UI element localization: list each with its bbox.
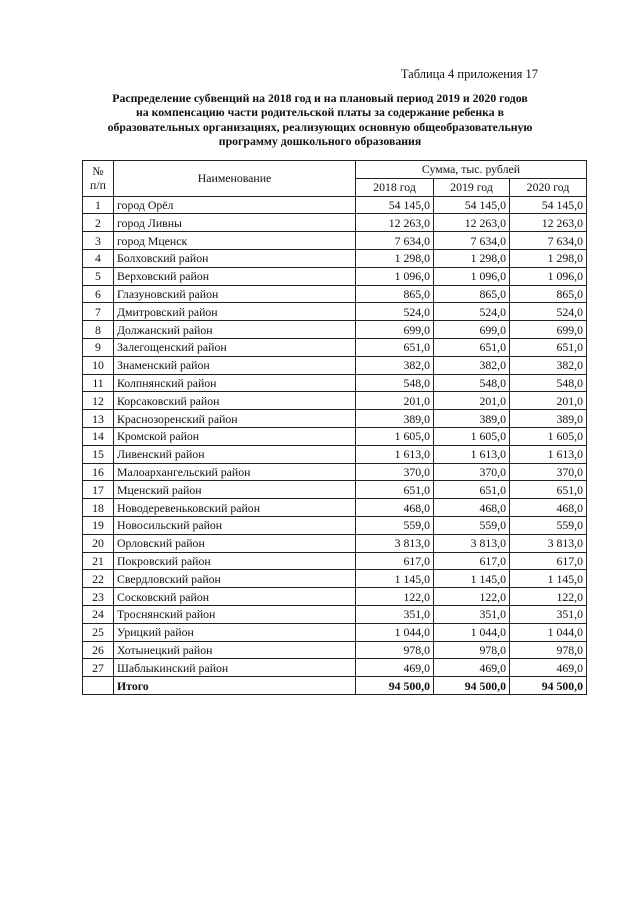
row-number: 3	[83, 232, 114, 250]
table-row	[83, 321, 587, 339]
row-value: 617,0	[510, 552, 587, 570]
row-value: 1 145,0	[356, 570, 434, 588]
table-row	[83, 249, 587, 267]
row-value: 865,0	[510, 285, 587, 303]
row-value: 699,0	[356, 321, 434, 339]
table-row	[83, 196, 587, 214]
row-number: 10	[83, 356, 114, 374]
row-value: 1 613,0	[510, 445, 587, 463]
row-value: 351,0	[510, 605, 587, 623]
row-value: 865,0	[434, 285, 510, 303]
row-value: 865,0	[356, 285, 434, 303]
row-number: 24	[83, 605, 114, 623]
row-value: 389,0	[356, 410, 434, 428]
row-name: Покровский район	[114, 552, 356, 570]
total-value: 94 500,0	[356, 677, 434, 695]
row-value: 370,0	[356, 463, 434, 481]
row-name: Сосковский район	[114, 588, 356, 606]
row-number: 12	[83, 392, 114, 410]
row-name: Шаблыкинский район	[114, 659, 356, 677]
row-number: 26	[83, 641, 114, 659]
row-number: 23	[83, 588, 114, 606]
row-value: 1 613,0	[356, 445, 434, 463]
row-value: 1 298,0	[434, 249, 510, 267]
table-row	[83, 374, 587, 392]
table-row	[83, 481, 587, 499]
table-row	[83, 659, 587, 677]
row-number: 16	[83, 463, 114, 481]
table-row	[83, 623, 587, 641]
row-value: 978,0	[356, 641, 434, 659]
row-number: 11	[83, 374, 114, 392]
row-number: 15	[83, 445, 114, 463]
subventions-table	[82, 160, 587, 695]
row-value: 54 145,0	[510, 196, 587, 214]
row-value: 559,0	[510, 516, 587, 534]
table-row	[83, 232, 587, 250]
row-value: 12 263,0	[356, 214, 434, 232]
row-value: 651,0	[434, 338, 510, 356]
row-value: 1 605,0	[356, 427, 434, 445]
row-value: 1 096,0	[510, 267, 587, 285]
row-number: 22	[83, 570, 114, 588]
row-value: 469,0	[510, 659, 587, 677]
row-value: 1 298,0	[356, 249, 434, 267]
row-value: 468,0	[434, 499, 510, 517]
table-row	[83, 534, 587, 552]
table-row	[83, 516, 587, 534]
title-line: программу дошкольного образования	[218, 133, 422, 148]
row-number: 5	[83, 267, 114, 285]
header-year-2018: 2018 год	[356, 178, 434, 196]
row-number: 18	[83, 499, 114, 517]
row-number: 13	[83, 410, 114, 428]
row-value: 468,0	[510, 499, 587, 517]
row-value: 7 634,0	[434, 232, 510, 250]
row-value: 382,0	[356, 356, 434, 374]
row-value: 1 096,0	[356, 267, 434, 285]
row-value: 370,0	[434, 463, 510, 481]
document-title	[60, 91, 580, 148]
row-value: 1 044,0	[356, 623, 434, 641]
row-value: 468,0	[356, 499, 434, 517]
row-value: 651,0	[510, 338, 587, 356]
row-value: 1 605,0	[510, 427, 587, 445]
row-value: 7 634,0	[356, 232, 434, 250]
total-value: 94 500,0	[434, 677, 510, 695]
row-number: 25	[83, 623, 114, 641]
row-value: 351,0	[356, 605, 434, 623]
row-value: 12 263,0	[434, 214, 510, 232]
table-row	[83, 356, 587, 374]
row-value: 1 044,0	[510, 623, 587, 641]
table-row	[83, 499, 587, 517]
row-value: 978,0	[510, 641, 587, 659]
row-value: 1 044,0	[434, 623, 510, 641]
total-number	[83, 677, 114, 695]
row-value: 469,0	[434, 659, 510, 677]
table-row	[83, 605, 587, 623]
row-name: Новосильский район	[114, 516, 356, 534]
row-name: Свердловский район	[114, 570, 356, 588]
row-value: 1 145,0	[434, 570, 510, 588]
table-row	[83, 641, 587, 659]
header-year-2019: 2019 год	[434, 178, 510, 196]
row-name: Ливенский район	[114, 445, 356, 463]
row-name: Залегощенский район	[114, 338, 356, 356]
title-line: Распределение субвенций на 2018 год и на плановый период 2019 и 2020 годов	[112, 91, 528, 105]
table-row	[83, 285, 587, 303]
row-value: 524,0	[356, 303, 434, 321]
table-row	[83, 570, 587, 588]
row-name: Троснянский район	[114, 605, 356, 623]
table-row	[83, 588, 587, 606]
row-name: Новодеревеньковский район	[114, 499, 356, 517]
row-name: Хотынецкий район	[114, 641, 356, 659]
row-value: 122,0	[356, 588, 434, 606]
table-row	[83, 303, 587, 321]
title-line: на компенсацию части родительской платы за содержание ребенка в	[135, 105, 505, 120]
row-name: Краснозоренский район	[114, 410, 356, 428]
row-value: 389,0	[434, 410, 510, 428]
row-number: 9	[83, 338, 114, 356]
row-name: Кромской район	[114, 427, 356, 445]
header-name: Наименование	[114, 161, 356, 197]
row-value: 3 813,0	[434, 534, 510, 552]
row-number: 2	[83, 214, 114, 232]
row-value: 351,0	[434, 605, 510, 623]
row-number: 6	[83, 285, 114, 303]
row-value: 617,0	[434, 552, 510, 570]
table-row	[83, 427, 587, 445]
row-value: 3 813,0	[510, 534, 587, 552]
row-name: Корсаковский район	[114, 392, 356, 410]
row-number: 4	[83, 249, 114, 267]
row-name: Урицкий район	[114, 623, 356, 641]
header-number-line1: №	[92, 164, 104, 179]
row-number: 21	[83, 552, 114, 570]
row-value: 382,0	[510, 356, 587, 374]
annex-label: Таблица 4 приложения 17	[400, 67, 538, 81]
row-value: 370,0	[510, 463, 587, 481]
row-name: Мценский район	[114, 481, 356, 499]
row-value: 548,0	[356, 374, 434, 392]
row-value: 699,0	[510, 321, 587, 339]
row-value: 382,0	[434, 356, 510, 374]
row-value: 651,0	[356, 481, 434, 499]
row-value: 651,0	[434, 481, 510, 499]
title-line: образовательных организациях, реализующих основную общеобразовательную	[107, 119, 533, 134]
row-name: город Мценск	[114, 232, 356, 250]
total-label: Итого	[114, 677, 356, 695]
row-value: 54 145,0	[356, 196, 434, 214]
table-row	[83, 267, 587, 285]
row-name: Верховский район	[114, 267, 356, 285]
table-row	[83, 338, 587, 356]
row-number: 14	[83, 427, 114, 445]
row-name: Дмитровский район	[114, 303, 356, 321]
row-value: 1 096,0	[434, 267, 510, 285]
row-value: 7 634,0	[510, 232, 587, 250]
row-value: 12 263,0	[510, 214, 587, 232]
row-name: Орловский район	[114, 534, 356, 552]
row-number: 20	[83, 534, 114, 552]
row-value: 559,0	[434, 516, 510, 534]
header-number-line2: п/п	[90, 178, 106, 193]
table-row	[83, 463, 587, 481]
row-value: 651,0	[356, 338, 434, 356]
table-row	[83, 445, 587, 463]
table-row	[83, 410, 587, 428]
header-year-2020: 2020 год	[510, 178, 587, 196]
row-value: 1 298,0	[510, 249, 587, 267]
row-value: 122,0	[510, 588, 587, 606]
header-number	[83, 161, 114, 197]
row-value: 559,0	[356, 516, 434, 534]
header-sum: Сумма, тыс. рублей	[356, 161, 587, 179]
row-value: 201,0	[356, 392, 434, 410]
row-value: 469,0	[356, 659, 434, 677]
row-number: 19	[83, 516, 114, 534]
row-value: 548,0	[510, 374, 587, 392]
row-value: 201,0	[510, 392, 587, 410]
row-value: 122,0	[434, 588, 510, 606]
row-name: город Орёл	[114, 196, 356, 214]
row-value: 524,0	[434, 303, 510, 321]
row-value: 54 145,0	[434, 196, 510, 214]
row-value: 3 813,0	[356, 534, 434, 552]
table-row	[83, 552, 587, 570]
row-value: 699,0	[434, 321, 510, 339]
row-number: 27	[83, 659, 114, 677]
row-name: Глазуновский район	[114, 285, 356, 303]
row-name: Болховский район	[114, 249, 356, 267]
row-value: 389,0	[510, 410, 587, 428]
table-row	[83, 392, 587, 410]
row-value: 1 605,0	[434, 427, 510, 445]
row-value: 548,0	[434, 374, 510, 392]
row-name: Колпнянский район	[114, 374, 356, 392]
row-value: 651,0	[510, 481, 587, 499]
row-value: 617,0	[356, 552, 434, 570]
row-name: город Ливны	[114, 214, 356, 232]
row-number: 8	[83, 321, 114, 339]
total-value: 94 500,0	[510, 677, 587, 695]
row-value: 1 145,0	[510, 570, 587, 588]
row-name: Знаменский район	[114, 356, 356, 374]
row-number: 17	[83, 481, 114, 499]
row-name: Малоархангельский район	[114, 463, 356, 481]
table-row	[83, 214, 587, 232]
row-value: 978,0	[434, 641, 510, 659]
row-value: 201,0	[434, 392, 510, 410]
row-number: 7	[83, 303, 114, 321]
row-number: 1	[83, 196, 114, 214]
row-value: 524,0	[510, 303, 587, 321]
row-value: 1 613,0	[434, 445, 510, 463]
total-row	[83, 677, 587, 695]
table-body	[83, 196, 587, 694]
row-name: Должанский район	[114, 321, 356, 339]
